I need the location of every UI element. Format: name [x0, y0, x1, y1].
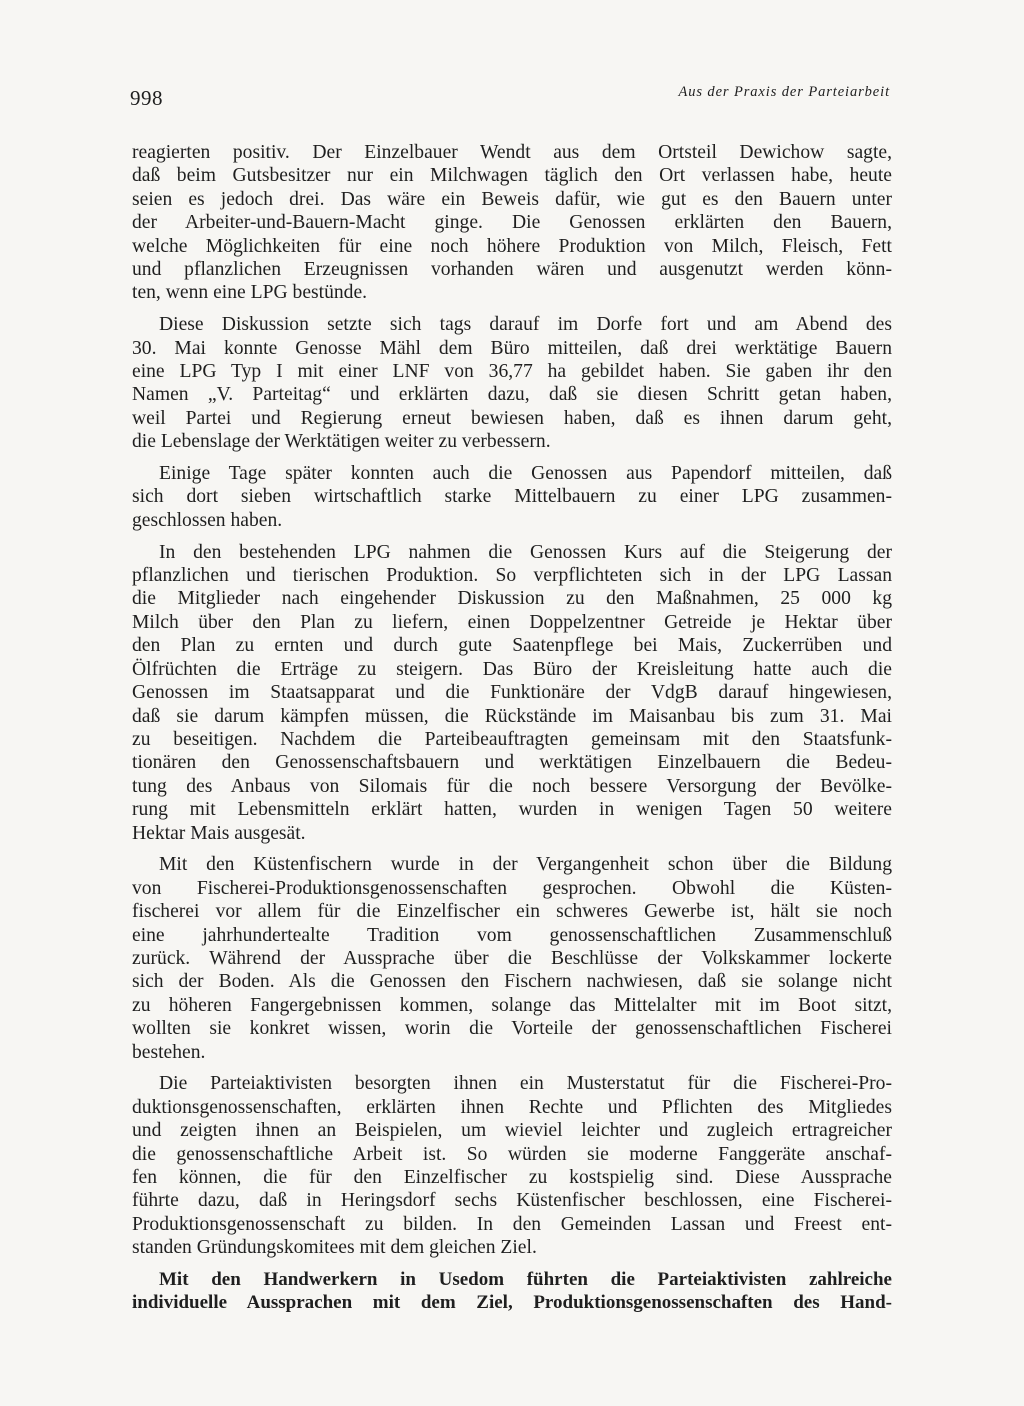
text-line: tionären den Genossenschaftsbauern und werktätigen Einzelbauern die Bedeu- — [132, 752, 892, 774]
text-line: und zeigten ihnen an Beispielen, um wieviel leichter und zugleich ertragreicher — [132, 1120, 892, 1142]
text-line: Produktionsgenossenschaft zu bilden. In den Gemeinden Lassan und Freest ent- — [132, 1213, 892, 1235]
text-line: die genossenschaftliche Arbeit ist. So würden sie moderne Fanggeräte anschaf- — [132, 1143, 892, 1165]
body-text — [132, 141, 892, 1323]
text-line: In den bestehenden LPG nahmen die Genossen Kurs auf die Steigerung der — [159, 541, 892, 563]
text-line: weil Partei und Regierung erneut bewiesen haben, daß es ihnen darum geht, — [132, 407, 892, 429]
text-line: 30. Mai konnte Genosse Mähl dem Büro mitteilen, daß drei werktätige Bauern — [132, 337, 892, 359]
text-line: Hektar Mais ausgesät. — [132, 822, 306, 844]
running-header: Aus der Praxis der Parteiarbeit — [678, 84, 890, 100]
text-line: Namen „V. Parteitag“ und erklärten dazu, daß sie diesen Schritt getan haben, — [132, 384, 892, 406]
text-line: und pflanzlichen Erzeugnissen vorhanden wären und ausgenutzt werden könn- — [132, 259, 892, 281]
text-line: führte dazu, daß in Heringsdorf sechs Küstenfischer beschlossen, eine Fischerei- — [132, 1190, 892, 1212]
paragraph — [132, 313, 892, 453]
text-line: fen können, die für den Einzelfischer zu kostspielig sind. Diese Aussprache — [132, 1167, 892, 1189]
text-line: daß beim Gutsbesitzer nur ein Milchwagen täglich den Ort verlassen habe, heute — [132, 165, 892, 187]
text-line: eine LPG Typ I mit einer LNF von 36,77 ha gebildet haben. Sie gaben ihr den — [132, 361, 892, 383]
text-line: seien es jedoch drei. Das wäre ein Beweis dafür, wie gut es den Bauern unter — [132, 188, 892, 210]
text-line: Mit den Küstenfischern wurde in der Vergangenheit schon über die Bildung — [159, 854, 892, 876]
text-line: Ölfrüchten die Erträge zu steigern. Das Büro der Kreisleitung hatte auch die — [132, 658, 892, 680]
text-line: duktionsgenossenschaften, erklärten ihnen Rechte und Pflichten des Mitgliedes — [132, 1096, 892, 1118]
text-line: der Arbeiter-und-Bauern-Macht ginge. Die Genossen erklärten den Bauern, — [132, 212, 892, 234]
text-line: zu höheren Fangergebnissen kommen, solange das Mittelalter mit im Boot sitzt, — [132, 994, 892, 1016]
text-line: die Mitglieder nach eingehender Diskussion zu den Maßnahmen, 25 000 kg — [132, 588, 892, 610]
paragraph — [132, 141, 892, 305]
text-line: sich der Boden. Als die Genossen den Fischern nachwiesen, daß sie solange nicht — [132, 971, 892, 993]
text-line: daß sie darum kämpfen müssen, die Rückstände im Maisanbau bis zum 31. Mai — [132, 705, 892, 727]
text-line: Milch über den Plan zu liefern, einen Doppelzentner Getreide je Hektar über — [132, 611, 892, 633]
text-line: Die Parteiaktivisten besorgten ihnen ein Musterstatut für die Fischerei-Pro- — [159, 1073, 892, 1095]
text-line: tung des Anbaus von Silomais für die noch bessere Versorgung der Bevölke- — [132, 775, 892, 797]
text-line: pflanzlichen und tierischen Produktion. So verpflichteten sich in der LPG Lassan — [132, 565, 892, 587]
paragraph — [132, 1072, 892, 1259]
page-number: 998 — [130, 86, 163, 110]
text-line: welche Möglichkeiten für eine noch höhere Produktion von Milch, Fleisch, Fett — [132, 235, 892, 257]
text-line: den Plan zu ernten und durch gute Saatenpflege bei Mais, Zuckerrüben und — [132, 635, 892, 657]
text-line: Diese Diskussion setzte sich tags darauf im Dorfe fort und am Abend des — [159, 314, 892, 336]
text-line: von Fischerei-Produktionsgenossenschaften gesprochen. Obwohl die Küsten- — [132, 877, 892, 899]
text-line: Genossen im Staatsapparat und die Funktionäre der VdgB darauf hingewiesen, — [132, 682, 892, 704]
paragraph — [132, 462, 892, 532]
paragraph — [132, 1268, 892, 1315]
paragraph — [132, 541, 892, 845]
text-line: zu beseitigen. Nachdem die Parteibeauftragten gemeinsam mit den Staatsfunk- — [132, 728, 892, 750]
text-line: ten, wenn eine LPG bestünde. — [132, 282, 368, 304]
text-line: rung mit Lebensmitteln erklärt hatten, wurden in wenigen Tagen 50 weitere — [132, 799, 892, 821]
text-line: sich dort sieben wirtschaftlich starke Mittelbauern zu einer LPG zusammen- — [132, 486, 892, 508]
text-line: die Lebenslage der Werktätigen weiter zu verbessern. — [132, 431, 551, 453]
text-line: Einige Tage später konnten auch die Genossen aus Papendorf mitteilen, daß — [159, 463, 892, 485]
text-line: bestehen. — [132, 1041, 206, 1063]
text-line: standen Gründungskomitees mit dem gleichen Ziel. — [132, 1237, 537, 1259]
text-line: individuelle Aussprachen mit dem Ziel, Produktionsgenossenschaften des Hand- — [132, 1292, 892, 1314]
text-line: wollten sie konkret wissen, worin die Vorteile der genossenschaftlichen Fischerei — [132, 1018, 892, 1040]
text-line: zurück. Während der Aussprache über die Beschlüsse der Volkskammer lockerte — [132, 947, 892, 969]
text-line: Mit den Handwerkern in Usedom führten die Parteiaktivisten zahlreiche — [159, 1269, 892, 1291]
text-line: fischerei vor allem für die Einzelfischer ein schweres Gewerbe ist, hält sie noch — [132, 901, 892, 923]
text-line: eine jahrhundertealte Tradition vom genossenschaftlichen Zusammenschluß — [132, 924, 892, 946]
text-line: reagierten positiv. Der Einzelbauer Wendt aus dem Ortsteil Dewichow sagte, — [132, 142, 892, 163]
paragraph — [132, 853, 892, 1064]
text-line: geschlossen haben. — [132, 509, 283, 531]
